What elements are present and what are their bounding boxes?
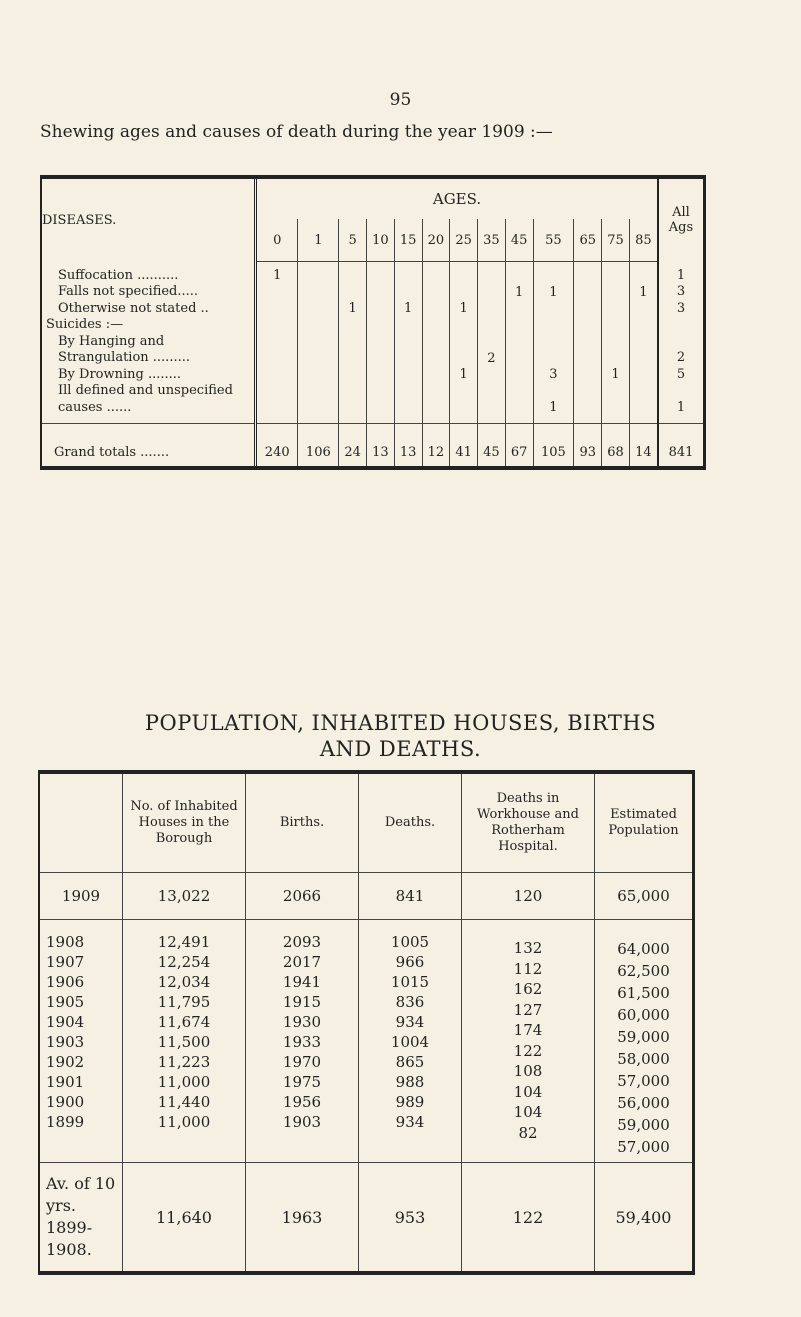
houses-cell: 11,223 <box>157 1053 211 1071</box>
count-cell <box>482 367 501 384</box>
count-cell: 1 <box>459 367 468 382</box>
count-cell <box>343 367 362 384</box>
houses-cell: 11,440 <box>157 1093 211 1111</box>
total-cell: 240 <box>256 423 298 468</box>
years-cell: 1900 <box>46 1093 85 1111</box>
count-cell <box>578 268 597 285</box>
count-cell <box>302 384 334 417</box>
count-cell <box>302 301 334 318</box>
count-cell <box>427 268 446 285</box>
total-cell: 24 <box>339 423 367 468</box>
age-column-header: 45 <box>505 219 533 262</box>
population-cell: 60,000 <box>617 1006 670 1024</box>
population-cell: 57,000 <box>617 1138 670 1156</box>
total-cell: 13 <box>394 423 422 468</box>
total-cell: 12 <box>422 423 450 468</box>
births-cell: 1933 <box>282 1033 322 1051</box>
houses-cell: 11,674 <box>157 1013 211 1031</box>
count-cell <box>454 334 473 367</box>
age-column-values <box>629 262 658 424</box>
count-cell <box>371 318 390 335</box>
count-cell <box>606 301 625 318</box>
population-cell: 65,000 <box>595 873 694 920</box>
count-cell <box>371 285 390 302</box>
count-cell <box>427 301 446 318</box>
years-cell: 1899 <box>46 1113 85 1131</box>
count-cell <box>454 268 473 285</box>
diseases-header: DISEASES. <box>41 177 256 262</box>
count-cell <box>302 318 334 335</box>
count-cell <box>482 384 501 417</box>
count-cell <box>510 334 529 367</box>
births-cell: 1970 <box>282 1053 322 1071</box>
table-row-years <box>39 920 694 1163</box>
count-cell: 1 <box>676 399 686 415</box>
count-cell <box>510 384 529 417</box>
count-cell <box>343 384 362 417</box>
average-label: Av. of 10 yrs. 1899-1908. <box>46 1174 116 1259</box>
deaths-by-age-table <box>40 175 706 470</box>
workhouse-cell: 108 <box>513 1062 543 1080</box>
age-column-values <box>422 262 450 424</box>
deaths-cell: 1004 <box>390 1033 430 1051</box>
births-cell: 1903 <box>282 1113 322 1131</box>
count-cell: 1 <box>549 284 558 300</box>
houses-cell: 11,795 <box>157 993 211 1011</box>
disease-label: Ill defined and unspecified causes ...... <box>58 383 233 415</box>
count-cell <box>538 301 570 318</box>
population-title <box>0 710 801 762</box>
age-column-values <box>478 262 506 424</box>
workhouse-cell: 120 <box>462 873 595 920</box>
age-column-header: 15 <box>394 219 422 262</box>
count-cell <box>578 384 597 417</box>
count-cell <box>399 285 418 302</box>
age-column-values <box>256 262 298 424</box>
workhouse-cell: 132 <box>513 939 543 957</box>
houses-cell: 12,034 <box>157 973 211 991</box>
count-cell: 2 <box>487 350 496 366</box>
count-cell: 1 <box>639 284 648 300</box>
population-cell: 57,000 <box>617 1072 670 1090</box>
count-cell <box>606 384 625 417</box>
count-cell <box>578 334 597 367</box>
births-cell: 1930 <box>282 1013 322 1031</box>
count-cell <box>510 318 529 335</box>
age-column-header: 25 <box>450 219 478 262</box>
count-cell <box>427 367 446 384</box>
years-column <box>39 920 123 1163</box>
workhouse-cell: 122 <box>513 1041 543 1060</box>
age-column-header: 10 <box>367 219 395 262</box>
col-header-workhouse: Deaths in Workhouse and Rotherham Hospital. <box>462 772 595 873</box>
count-cell <box>399 268 418 285</box>
count-cell <box>538 318 570 335</box>
total-cell: 45 <box>478 423 506 468</box>
births-cell: 1941 <box>282 973 322 991</box>
age-column-header: 1 <box>298 219 339 262</box>
age-column-values <box>533 262 574 424</box>
grand-totals-label: Grand totals ....... <box>41 423 256 468</box>
disease-label: By Drowning ........ <box>58 366 182 382</box>
births-cell: 1975 <box>282 1073 322 1091</box>
population-cell: 64,000 <box>617 940 670 958</box>
count-cell <box>371 334 390 367</box>
count-cell: 1 <box>348 301 357 316</box>
count-cell <box>482 268 501 285</box>
disease-label: Suicides :— <box>46 317 124 333</box>
table-row-1909 <box>39 873 694 920</box>
population-column <box>595 920 694 1163</box>
table-caption: Shewing ages and causes of death during the year 1909 :— <box>40 122 553 142</box>
count-cell: 2 <box>676 350 686 365</box>
years-cell: 1903 <box>46 1033 85 1051</box>
page-number: 95 <box>389 90 412 110</box>
count-cell <box>261 285 293 302</box>
total-all-cell: 841 <box>658 423 705 468</box>
count-cell <box>302 285 334 302</box>
count-cell <box>634 367 653 384</box>
births-column <box>246 920 359 1163</box>
ages-header: AGES. <box>256 177 659 219</box>
workhouse-cell: 122 <box>462 1163 595 1274</box>
age-column-values <box>339 262 367 424</box>
count-cell <box>427 384 446 417</box>
count-cell <box>454 285 473 302</box>
count-cell: 1 <box>404 301 413 316</box>
workhouse-cell: 82 <box>518 1123 538 1142</box>
count-cell <box>634 318 653 335</box>
years-cell: 1905 <box>46 993 85 1011</box>
table-row-average <box>39 1163 694 1274</box>
count-cell <box>482 318 501 335</box>
year-cell: 1909 <box>39 873 123 920</box>
population-cell: 59,000 <box>617 1116 670 1134</box>
houses-cell: 12,491 <box>157 933 211 951</box>
houses-cell: 11,000 <box>157 1113 211 1131</box>
deaths-cell: 988 <box>395 1073 425 1091</box>
births-cell: 2066 <box>246 873 359 920</box>
population-cell: 56,000 <box>617 1094 670 1112</box>
age-column-header: 65 <box>574 219 602 262</box>
count-cell <box>399 334 418 367</box>
count-cell: 1 <box>676 267 686 283</box>
count-cell <box>343 334 362 367</box>
count-cell <box>538 268 570 285</box>
disease-label: By Hanging and Strangulation ......... <box>58 333 190 366</box>
count-cell <box>302 268 334 285</box>
count-cell <box>482 285 501 302</box>
total-cell: 68 <box>602 423 630 468</box>
count-cell <box>606 285 625 302</box>
houses-column <box>123 920 246 1163</box>
count-cell <box>371 301 390 318</box>
population-cell: 59,400 <box>595 1163 694 1274</box>
col-header-population: Estimated Population <box>595 772 694 873</box>
count-cell: 3 <box>676 300 686 316</box>
disease-label: Falls not specified..... <box>58 284 199 300</box>
col-header-houses: No. of Inhabited Houses in the Borough <box>123 772 246 873</box>
count-cell <box>634 268 653 285</box>
years-cell: 1906 <box>46 973 85 991</box>
age-column-values <box>450 262 478 424</box>
deaths-cell: 953 <box>359 1163 462 1274</box>
deaths-cell: 934 <box>395 1013 425 1031</box>
population-cell: 61,500 <box>617 984 670 1002</box>
count-cell <box>343 285 362 302</box>
deaths-cell: 865 <box>395 1053 425 1071</box>
col-header-births: Births. <box>246 772 359 873</box>
age-column-values <box>394 262 422 424</box>
count-cell <box>261 384 293 417</box>
houses-cell: 12,254 <box>157 953 211 971</box>
age-column-header: 55 <box>533 219 574 262</box>
count-cell <box>578 301 597 318</box>
count-cell <box>302 334 334 367</box>
births-cell: 1956 <box>282 1093 322 1111</box>
births-cell: 2093 <box>282 933 322 951</box>
count-cell <box>427 318 446 335</box>
count-cell <box>343 268 362 285</box>
count-cell <box>606 334 625 367</box>
disease-label: Suffocation .......... <box>58 267 179 283</box>
population-cell: 58,000 <box>617 1050 670 1068</box>
count-cell <box>371 268 390 285</box>
total-cell: 93 <box>574 423 602 468</box>
houses-cell: 11,500 <box>157 1033 211 1051</box>
count-cell <box>538 334 570 367</box>
years-cell: 1902 <box>46 1053 85 1071</box>
deaths-cell: 1005 <box>390 933 430 951</box>
disease-labels <box>41 262 256 424</box>
age-column-header: 75 <box>602 219 630 262</box>
age-column-values <box>574 262 602 424</box>
count-cell <box>606 318 625 335</box>
age-column-header: 5 <box>339 219 367 262</box>
count-cell <box>634 384 653 417</box>
count-cell <box>343 318 362 335</box>
count-cell: 1 <box>273 268 282 283</box>
houses-cell: 11,000 <box>157 1073 211 1091</box>
count-cell <box>634 334 653 367</box>
workhouse-cell: 104 <box>513 1103 543 1121</box>
age-column-values <box>298 262 339 424</box>
age-column-header: 20 <box>422 219 450 262</box>
births-cell: 1915 <box>282 993 322 1011</box>
total-cell: 13 <box>367 423 395 468</box>
count-cell <box>427 334 446 367</box>
deaths-cell: 841 <box>359 873 462 920</box>
births-cell: 1963 <box>246 1163 359 1274</box>
count-cell <box>261 301 293 318</box>
workhouse-cell: 104 <box>513 1082 543 1101</box>
count-cell: 1 <box>459 301 468 316</box>
disease-label: Otherwise not stated .. <box>58 300 209 316</box>
total-cell: 67 <box>505 423 533 468</box>
count-cell: 5 <box>676 366 686 382</box>
workhouse-cell: 112 <box>513 959 543 978</box>
count-cell <box>261 367 293 384</box>
count-cell <box>399 367 418 384</box>
deaths-cell: 836 <box>395 993 425 1011</box>
count-cell <box>606 268 625 285</box>
population-cell: 62,500 <box>617 962 670 980</box>
deaths-cell: 966 <box>395 953 425 971</box>
years-cell: 1907 <box>46 953 85 971</box>
workhouse-cell: 127 <box>513 1000 543 1019</box>
age-column-values <box>505 262 533 424</box>
workhouse-cell: 162 <box>513 980 543 998</box>
total-cell: 106 <box>298 423 339 468</box>
count-cell: 1 <box>515 284 524 300</box>
count-cell <box>399 318 418 335</box>
count-cell <box>371 367 390 384</box>
population-cell: 59,000 <box>617 1028 670 1046</box>
count-cell <box>427 285 446 302</box>
age-column-values <box>367 262 395 424</box>
births-cell: 2017 <box>282 953 322 971</box>
title-line: POPULATION, INHABITED HOUSES, BIRTHS <box>144 711 657 735</box>
count-cell <box>510 367 529 384</box>
count-cell <box>261 318 293 335</box>
count-cell <box>510 268 529 285</box>
col-header-year <box>39 772 123 873</box>
title-line: AND DEATHS. <box>319 737 482 761</box>
years-cell: 1901 <box>46 1073 85 1091</box>
age-column-values <box>602 262 630 424</box>
total-cell: 105 <box>533 423 574 468</box>
count-cell <box>261 334 293 367</box>
count-cell <box>302 367 334 384</box>
count-cell <box>578 367 597 384</box>
years-cell: 1908 <box>46 933 85 951</box>
population-table <box>38 770 695 1275</box>
houses-cell: 11,640 <box>123 1163 246 1274</box>
deaths-cell: 1015 <box>390 973 430 991</box>
years-cell: 1904 <box>46 1013 85 1031</box>
age-column-header: 35 <box>478 219 506 262</box>
deaths-cell: 989 <box>395 1093 425 1111</box>
workhouse-cell: 174 <box>513 1021 543 1039</box>
age-column-header: 85 <box>629 219 658 262</box>
count-cell <box>578 285 597 302</box>
count-cell <box>399 384 418 417</box>
col-header-deaths: Deaths. <box>359 772 462 873</box>
count-cell: 3 <box>549 367 558 382</box>
deaths-cell: 934 <box>395 1113 425 1131</box>
count-cell <box>663 317 699 334</box>
count-cell: 1 <box>611 367 620 382</box>
deaths-column <box>359 920 462 1163</box>
count-cell <box>371 384 390 417</box>
count-cell <box>454 384 473 417</box>
count-cell: 3 <box>676 284 686 299</box>
count-cell <box>482 301 501 318</box>
total-cell: 41 <box>450 423 478 468</box>
count-cell <box>454 318 473 335</box>
count-cell <box>634 301 653 318</box>
count-cell <box>510 301 529 318</box>
age-column-header: 0 <box>256 219 298 262</box>
all-ages-header: All Ags <box>658 177 705 262</box>
houses-cell: 13,022 <box>123 873 246 920</box>
count-cell: 1 <box>549 400 558 415</box>
count-cell <box>578 318 597 335</box>
workhouse-column <box>462 920 595 1163</box>
total-cell: 14 <box>629 423 658 468</box>
all-ages-values <box>658 262 705 424</box>
